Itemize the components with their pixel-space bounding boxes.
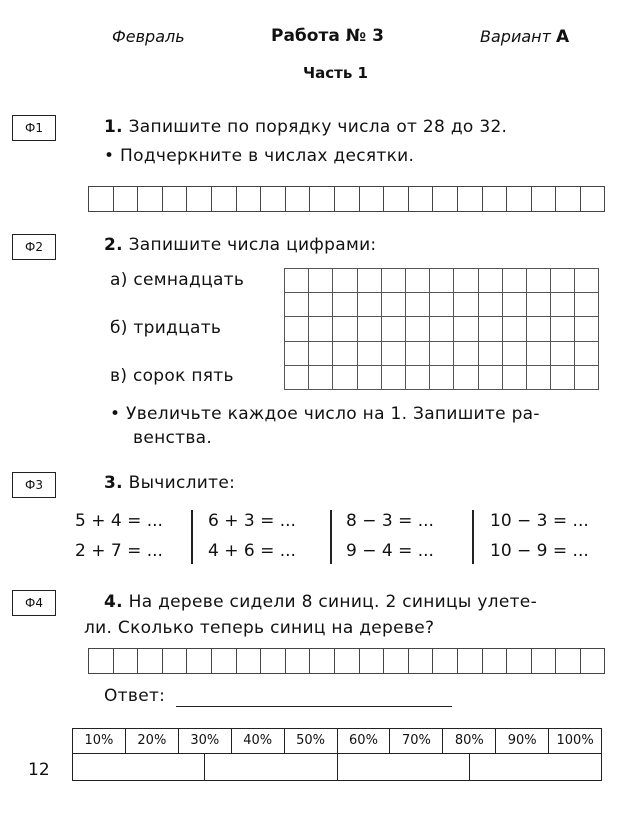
grid-cell[interactable] <box>551 293 575 317</box>
column-divider <box>330 510 332 564</box>
answer-cell[interactable] <box>483 186 508 212</box>
answer-cell[interactable] <box>409 186 434 212</box>
answer-cell[interactable] <box>114 186 139 212</box>
task2-item-a: а) семнадцать <box>110 270 245 290</box>
answer-cell[interactable] <box>458 648 483 674</box>
answer-cell[interactable] <box>286 186 311 212</box>
task1-line1: Запишите по порядку числа от 28 до 32. <box>128 117 508 137</box>
task3-number: 3. <box>104 473 123 493</box>
grid-cell[interactable] <box>527 366 551 390</box>
answer-cell[interactable] <box>556 648 581 674</box>
answer-cell[interactable] <box>138 186 163 212</box>
task2-subtext <box>110 404 540 424</box>
task2-item-c: в) сорок пять <box>110 366 234 386</box>
answer-cell[interactable] <box>458 186 483 212</box>
score-percent: 30% <box>179 729 232 753</box>
grid-cell[interactable] <box>358 366 382 390</box>
task4-badge: Ф4 <box>12 590 56 616</box>
variant-letter: А <box>556 27 570 47</box>
grid-cell[interactable] <box>309 317 333 341</box>
grid-cell[interactable] <box>333 366 357 390</box>
answer-cell[interactable] <box>114 648 139 674</box>
answer-cell[interactable] <box>212 186 237 212</box>
grid-cell[interactable] <box>358 293 382 317</box>
grid-cell[interactable] <box>333 317 357 341</box>
answer-cell[interactable] <box>286 648 311 674</box>
answer-grid-task2[interactable] <box>284 268 599 390</box>
grid-cell[interactable] <box>479 317 503 341</box>
task1-text <box>104 117 507 137</box>
grid-cell[interactable] <box>406 269 430 293</box>
grid-cell[interactable] <box>575 366 599 390</box>
task1-line2: Подчеркните в числах десятки. <box>120 146 415 166</box>
score-percent: 10% <box>73 729 126 753</box>
grid-cell[interactable] <box>358 269 382 293</box>
grid-cell[interactable] <box>503 366 527 390</box>
score-cell[interactable] <box>470 754 601 780</box>
grid-cell[interactable] <box>454 366 478 390</box>
grid-cell[interactable] <box>479 366 503 390</box>
task4-number: 4. <box>104 592 123 612</box>
grid-cell[interactable] <box>285 317 309 341</box>
grid-cell[interactable] <box>551 317 575 341</box>
grid-cell[interactable] <box>551 269 575 293</box>
grid-cell[interactable] <box>551 342 575 366</box>
grid-cell[interactable] <box>430 317 454 341</box>
part-title: Часть 1 <box>303 64 368 82</box>
score-cell[interactable] <box>338 754 470 780</box>
task2-number: 2. <box>104 235 123 255</box>
score-percent: 60% <box>338 729 391 753</box>
task2-line1: Запишите числа цифрами: <box>128 235 377 255</box>
grid-cell[interactable] <box>382 366 406 390</box>
answer-cell[interactable] <box>409 648 434 674</box>
task3-line1: Вычислите: <box>128 473 236 493</box>
grid-cell[interactable] <box>285 269 309 293</box>
answer-cell[interactable] <box>187 648 212 674</box>
month-label: Февраль <box>112 27 185 46</box>
page-number: 12 <box>28 760 50 780</box>
calc-expression: 8 − 3 = ... <box>346 511 434 531</box>
calc-expression: 4 + 6 = ... <box>208 541 296 561</box>
calc-expression: 9 − 4 = ... <box>346 541 434 561</box>
task2-badge: Ф2 <box>12 234 56 260</box>
answer-cell[interactable] <box>483 648 508 674</box>
grid-cell[interactable] <box>285 342 309 366</box>
answer-cell[interactable] <box>433 648 458 674</box>
grid-cell[interactable] <box>454 342 478 366</box>
score-percent: 40% <box>232 729 285 753</box>
task1-number: 1. <box>104 117 123 137</box>
grid-cell[interactable] <box>285 293 309 317</box>
task2-text <box>104 235 376 255</box>
grid-cell[interactable] <box>309 269 333 293</box>
answer-cell[interactable] <box>237 186 262 212</box>
column-divider <box>472 510 474 564</box>
calc-expression: 5 + 4 = ... <box>75 511 163 531</box>
answer-cell[interactable] <box>89 648 114 674</box>
answer-cell[interactable] <box>163 186 188 212</box>
answer-cell[interactable] <box>310 186 335 212</box>
task2-item-b: б) тридцать <box>110 318 222 338</box>
answer-cell[interactable] <box>335 648 360 674</box>
calc-expression: 10 − 9 = ... <box>490 541 589 561</box>
grid-cell[interactable] <box>527 342 551 366</box>
task4-text <box>104 592 537 612</box>
grid-cell[interactable] <box>527 269 551 293</box>
grid-cell[interactable] <box>454 317 478 341</box>
grid-cell[interactable] <box>503 317 527 341</box>
score-percent: 100% <box>556 733 594 748</box>
grid-cell[interactable] <box>503 342 527 366</box>
grid-cell[interactable] <box>430 269 454 293</box>
grid-cell[interactable] <box>406 342 430 366</box>
grid-cell[interactable] <box>382 293 406 317</box>
grid-cell[interactable] <box>503 293 527 317</box>
score-percent: 80% <box>443 729 496 753</box>
answer-cell[interactable] <box>384 186 409 212</box>
calc-expression: 6 + 3 = ... <box>208 511 296 531</box>
grid-cell[interactable] <box>430 293 454 317</box>
task2-line2: Увеличьте каждое число на 1. Запишите ра- <box>126 404 540 424</box>
grid-cell[interactable] <box>406 317 430 341</box>
answer-cell[interactable] <box>360 648 385 674</box>
answer-cell[interactable] <box>237 648 262 674</box>
score-cell[interactable] <box>73 754 205 780</box>
grid-cell[interactable] <box>285 366 309 390</box>
variant <box>480 27 569 47</box>
grid-cell[interactable] <box>575 293 599 317</box>
column-divider <box>191 510 193 564</box>
bullet: • <box>110 404 121 424</box>
score-table <box>72 728 602 781</box>
grid-cell[interactable] <box>503 269 527 293</box>
grid-cell[interactable] <box>430 366 454 390</box>
task1-subtext <box>104 146 414 166</box>
score-percent: 70% <box>390 729 443 753</box>
answer-cell[interactable] <box>138 648 163 674</box>
grid-cell[interactable] <box>406 293 430 317</box>
grid-cell[interactable] <box>479 342 503 366</box>
score-percent: 90% <box>496 729 549 753</box>
grid-cell[interactable] <box>333 342 357 366</box>
task4-line1: На дереве сидели 8 синиц. 2 синицы улете- <box>128 592 537 612</box>
score-percent: 50% <box>285 729 338 753</box>
answer-cell[interactable] <box>532 186 557 212</box>
grid-cell[interactable] <box>382 317 406 341</box>
score-table-body <box>73 754 601 780</box>
answer-cell[interactable] <box>310 648 335 674</box>
grid-cell[interactable] <box>358 317 382 341</box>
grid-cell[interactable] <box>333 293 357 317</box>
answer-cells-task4[interactable] <box>88 648 605 674</box>
grid-cell[interactable] <box>551 366 575 390</box>
answer-cell[interactable] <box>212 648 237 674</box>
grid-cell[interactable] <box>382 342 406 366</box>
grid-cell[interactable] <box>406 366 430 390</box>
answer-cell[interactable] <box>360 186 385 212</box>
answer-cell[interactable] <box>581 648 606 674</box>
task1-badge: Ф1 <box>12 115 56 141</box>
bullet: • <box>104 146 115 166</box>
grid-cell[interactable] <box>454 293 478 317</box>
work-title: Работа № 3 <box>271 26 384 46</box>
answer-cell[interactable] <box>507 186 532 212</box>
answer-cell[interactable] <box>261 186 286 212</box>
grid-cell[interactable] <box>575 317 599 341</box>
answer-cell[interactable] <box>507 648 532 674</box>
grid-cell[interactable] <box>575 269 599 293</box>
grid-cell[interactable] <box>527 293 551 317</box>
answer-cell[interactable] <box>384 648 409 674</box>
answer-cell[interactable] <box>433 186 458 212</box>
answer-cell[interactable] <box>163 648 188 674</box>
answer-cell[interactable] <box>581 186 606 212</box>
grid-cell[interactable] <box>575 342 599 366</box>
grid-cell[interactable] <box>358 342 382 366</box>
calc-expression: 10 − 3 = ... <box>490 511 589 531</box>
answer-cell[interactable] <box>89 186 114 212</box>
score-table-header <box>73 729 601 754</box>
answer-cell[interactable] <box>532 648 557 674</box>
task4-line2: ли. Сколько теперь синиц на дереве? <box>84 618 435 638</box>
task2-line3: венства. <box>133 428 213 448</box>
variant-label: Вариант <box>480 27 551 46</box>
answer-cell[interactable] <box>187 186 212 212</box>
calc-expression: 2 + 7 = ... <box>75 541 163 561</box>
grid-cell[interactable] <box>309 293 333 317</box>
grid-cell[interactable] <box>309 342 333 366</box>
grid-cell[interactable] <box>479 269 503 293</box>
score-cell[interactable] <box>205 754 337 780</box>
grid-cell[interactable] <box>454 269 478 293</box>
answer-cell[interactable] <box>556 186 581 212</box>
answer-cells-task1[interactable] <box>88 186 605 212</box>
answer-cell[interactable] <box>261 648 286 674</box>
answer-cell[interactable] <box>335 186 360 212</box>
grid-cell[interactable] <box>309 366 333 390</box>
grid-cell[interactable] <box>479 293 503 317</box>
score-percent: 20% <box>126 729 179 753</box>
answer-line[interactable] <box>176 706 452 707</box>
task3-text <box>104 473 235 493</box>
grid-cell[interactable] <box>430 342 454 366</box>
grid-cell[interactable] <box>382 269 406 293</box>
task3-badge: Ф3 <box>12 472 56 498</box>
answer-label: Ответ: <box>104 686 166 706</box>
grid-cell[interactable] <box>527 317 551 341</box>
grid-cell[interactable] <box>333 269 357 293</box>
